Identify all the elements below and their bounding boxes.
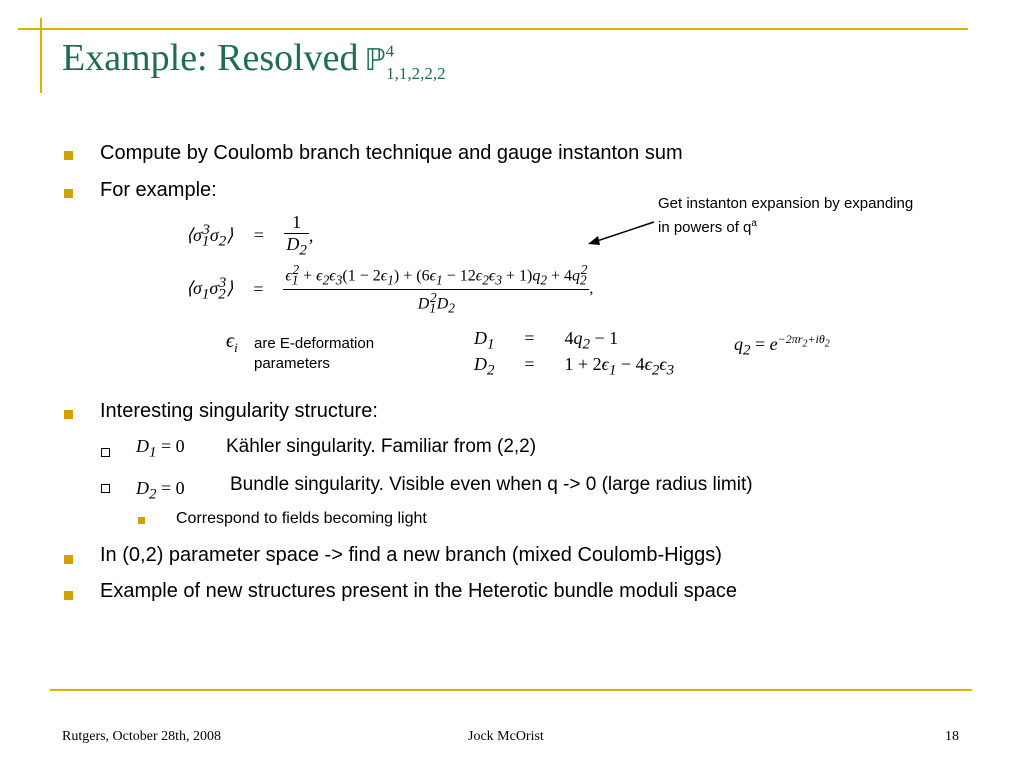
equation-D1-definition: $D_1 = 4q_2 - 1$ [474,328,619,353]
bullet-marker [64,151,73,160]
bullet-marker [64,555,73,564]
sub-bullet-marker [101,448,110,457]
title-text: Example: Resolved [62,37,359,79]
footer-event-date: Rutgers, October 28th, 2008 [62,729,222,744]
epsilon-i-symbol: $\epsilon_i$ [226,330,238,355]
title-subscript: 1,1,2,2,2 [386,63,446,83]
bullet-marker [64,189,73,198]
bullet-marker [64,410,73,419]
epsilon-note [254,334,374,374]
equation-sigma1-cubed-sigma2: $⟨\sigma_1^3\sigma_2⟩$ = $\frac{1}{D_2}$ , [186,212,314,259]
equation-D2-definition: $D_2 = 1 + 2\epsilon_1 - 4\epsilon_2\epsilon_3$ [474,354,675,379]
annotation-line-2: in powers of q [658,219,752,236]
title-projective-symbol: ℙ [364,44,386,77]
sub-sub-bullet-marker [138,517,145,524]
sub-sub-bullet-fields: Correspond to fields becoming light [176,510,427,527]
condition-D1-zero: $D_1 = 0$ [136,436,185,461]
title-superscript: 4 [385,41,395,61]
sub-bullet-bundle: Bundle singularity. Visible even when q -> 0 (large radius limit) [230,474,753,495]
footer-page-number: 18 [945,729,959,744]
sub-bullet-marker [101,484,110,493]
epsilon-note-line-2: parameters [254,355,330,372]
bullet-new-structures: Example of new structures present in the Heterotic bundle moduli space [100,580,738,602]
footer-author: Jock McOrist [468,729,544,744]
footer-divider-line [50,689,972,691]
bullet-for-example: For example: [100,179,217,201]
bullet-singularity-structure: Interesting singularity structure: [100,400,378,422]
bullet-compute: Compute by Coulomb branch technique and gauge instanton sum [100,142,683,164]
annotation-line-1: Get instanton expansion by expanding [658,195,914,212]
equation-sigma1-sigma2-cubed: $⟨\sigma_1\sigma_2^3⟩$ = $\frac{\epsilon_1^2 + \epsilon_2\epsilon_3(1 - 2\epsilon_1) + (6\epsilon_1 - 12\epsilon_2\epsilon_3 + 1)q_2 + 4q_2^2}{D_1^2D_2}$ , [186,262,594,316]
instanton-annotation [658,194,913,238]
title-frame-top-line [18,28,968,30]
slide-title [62,36,446,84]
bullet-new-branch: In (0,2) parameter space -> find a new branch (mixed Coulomb-Higgs) [100,544,722,566]
epsilon-note-line-1: are E-deformation [254,335,375,352]
bullet-marker [64,591,73,600]
annotation-superscript: a [751,218,757,229]
annotation-arrow [580,218,660,250]
sub-bullet-kahler: Kähler singularity. Familiar from (2,2) [226,436,537,457]
condition-D2-zero: $D_2 = 0$ [136,478,185,503]
equation-q2-definition: $q_2 = e^{-2\pi r_2+i\theta_2}$ [734,332,830,359]
